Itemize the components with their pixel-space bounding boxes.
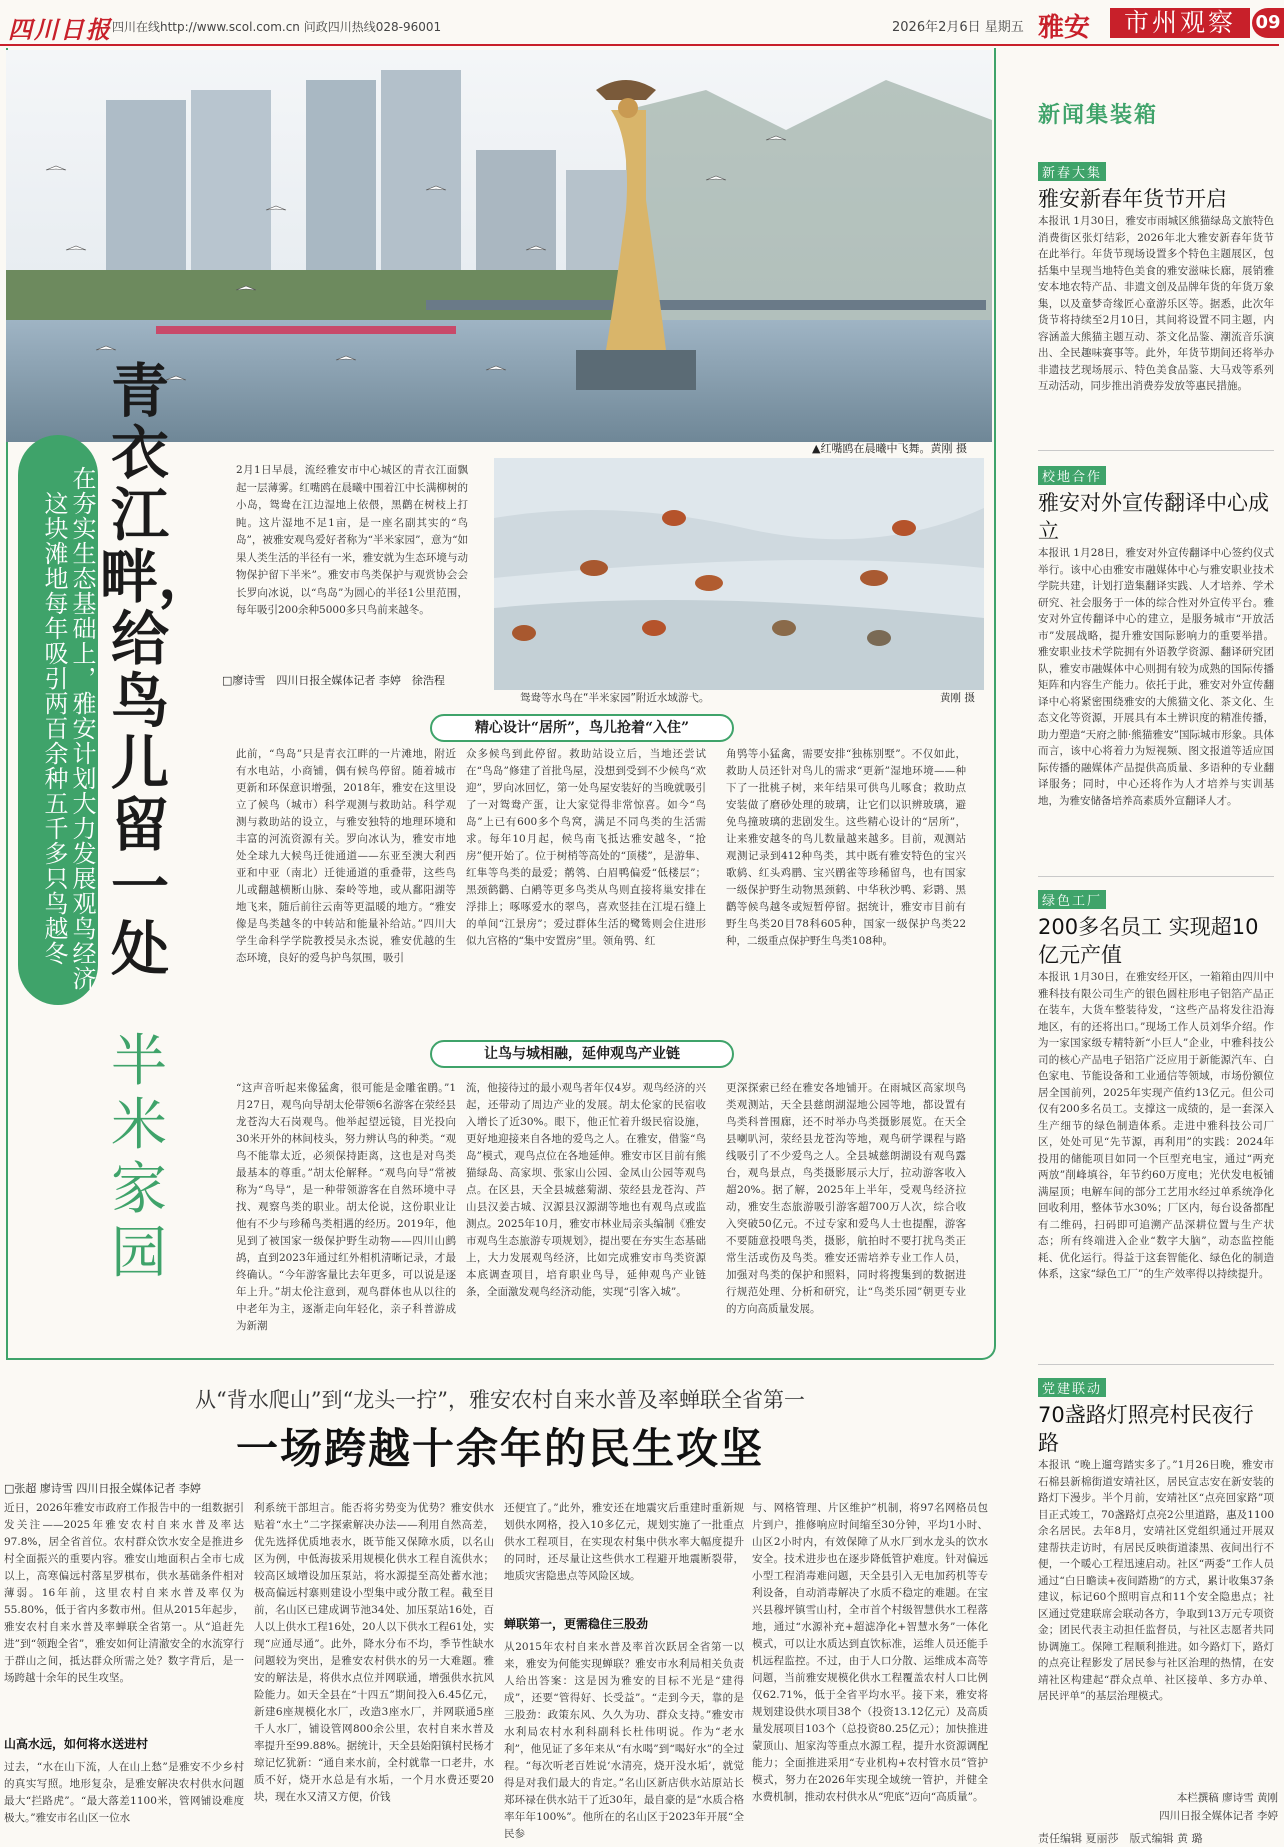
bottom-col-3 xyxy=(504,1500,744,1840)
news-item-1-title: 雅安新春年货节开启 xyxy=(1038,187,1227,211)
bird-photo xyxy=(494,458,984,690)
divider xyxy=(1038,876,1274,877)
news-item-2-body: 本报讯 1月28日，雅安对外宣传翻译中心签约仪式举行。该中心由雅安市融媒体中心与雅安职业技术学院共建，计划打造集翻译实践、人才培养、学术研究、社会服务于一体的综合性对外宣传平台。雅安对外宣传翻译中心的建立，是服务城市“开放活市”发展战略，提升雅安国际影响力的重要举措。雅安职业技术学院拥有外语教学资源、翻译研究团队，雅安市融媒体中心则拥有较为成熟的国际传播矩阵和内容生产能力。依托于此，雅安对外宣传翻译中心将紧密围绕雅安的大熊猫文化、茶文化、生态文化等资源，开展具有本土辨识度的精准传播，助力塑造“天府之肺·熊猫雅安”国际城市形象。具体而言，该中心将着力为短视频、图文报道等适应国际传播的融媒体产品提供高质量、多语种的专业翻译服务；同时，中心还将作为人才培养与实训基地，为雅安储备培养高素质外宣翻译人才。 xyxy=(1038,547,1274,807)
news-item-1 xyxy=(1038,162,1274,413)
bottom-col-4: 与、网格管理、片区维护”机制，将97名网格员包片到户，推修响应时间缩至30分钟，平均1小时、山区2小时内，有效保障了从水厂到水龙头的饮水安全。技术进步也在逐步降低管护难度。针对偏远小型工程消毒难问题，天全县引入无电加药机等专利设备，自动消毒解决了水质不稳定的难题。在宝兴县穆坪镇雪山村，全市首个村级智慧供水工程落地，通过“水源补充+超滤净化+智慧水务”一体化模式，可以让水质达到直饮标准，运维人员还能手机远程监控。不过，由于人口分散、运维成本高等问题，当前雅安规模化供水工程覆盖农村人口比例仅62.71%，低于全省平均水平。接下来，雅安将规划建设供水项目38个（投资13.12亿元）及高质量发展项目103个（总投资80.25亿元）；加快推进蒙顶山、旭家沟等重点水源工程，提升水资源调配能力；全面推进采用“专业机构+农村管水员”管护模式，努力在2026年实现全域统一管护，并健全水费机制，推动农村供水从“兜底”迈向“高质量”。 xyxy=(752,1502,988,1803)
bird-caption: 鸳鸯等水鸟在“半米家园”附近水域游弋。 xyxy=(520,692,710,704)
s1-col1: 此前，“鸟岛”只是青衣江畔的一片滩地，附近有水电站，小商铺，偶有候鸟停留。随着城市更新和环保意识增强，2018年，雅安在这里设立了候鸟（城市）科学观测与救助站。科学观测与救助站的设立，与雅安独特的地理环境和丰富的河流资源有关。罗向冰认为，雅安市地处全球九大候鸟迁徙通道——东亚至澳大利西亚和中亚（南北）迁徙通道的重叠带，这些鸟儿或翻越横断山脉、秦岭等地，或从鄱阳湖等地飞来，随后前往云南等更温暖的地方。“雅安像是鸟类越冬的中转站和能量补给站。”四川大学生命科学学院教授吴永杰说，雅安优越的生态环境，良好的爱鸟护鸟氛围，吸引 xyxy=(236,748,456,964)
divider xyxy=(1038,450,1274,451)
bird-credit: 黄刚 摄 xyxy=(940,692,975,704)
news-item-2-tag: 校地合作 xyxy=(1038,466,1106,485)
bottom-subhead-2: 蝉联第一，更需稳住三股劲 xyxy=(504,1617,649,1631)
bottom-subtitle: 从“背水爬山”到“龙头一拧”，雅安农村自来水普及率蝉联全省第一 xyxy=(195,1388,805,1412)
newspaper-logo: 四川日报 xyxy=(8,15,112,44)
news-item-1-body: 本报讯 1月30日，雅安市雨城区熊猫绿岛文旅特色消费街区张灯结彩，2026年北大雅安新春年货节在此举行。年货节现场设置多个特色主题展区，包括集中呈现当地特色美食的雅安滋味长廊，展销雅安本地农特产品、非遗文创及品牌年货的年货万象集，以及童梦奇缘匠心童游乐区等。据悉，此次年货节将持续至2月10日，其间将设置不同主题，内容涵盖大熊猫主题互动、茶文化品鉴、潮流音乐演出、全民趣味赛事等。此外，年货节期间还将举办非遗技艺现场展示、特色美食品鉴、大马戏等系列互动活动，同步推出消费券发放等惠民措施。 xyxy=(1038,215,1274,392)
lead-paragraph: 2月1日早晨，流经雅安市中心城区的青衣江面飘起一层薄雾。红嘴鸥在晨曦中围着江中长满柳树的小岛，鸳鸯在江边湿地上依偎，黑鹳在树枝上打盹。这片湿地不足1亩，是一座名副其实的“鸟岛”，被雅安观鸟爱好者称为“半米家园”，意为“如果人类生活的半径有一米，雅安就为生态环境与动物保护留下半米”。雅安市鸟类保护与观赏协会会长罗向冰说，以“鸟岛”为圆心的半径1公里范围，每年吸引200余种5000多只鸟前来越冬。 xyxy=(236,464,468,616)
column-credit-2: 四川日报全媒体记者 李婷 xyxy=(1159,1810,1278,1822)
column-credit: 本栏撰稿 廖诗雪 黄刚 xyxy=(1176,1792,1278,1804)
s2-col2: 流，他接待过的最小观鸟者年仅4岁。观鸟经济的兴起，还带动了周边产业的发展。胡太伦家的民宿收入增长了近30%。眼下，他正忙着升级民宿设施，更好地迎接来自各地的爱鸟之人。在雅安，借鉴“鸟岛”模式，观鸟点位在各地延伸。雅安市区目前有熊猫绿岛、高家坝、张家山公园、金凤山公园等观鸟点。在区县，天全县城慈菊湖、荥经县龙苍沟、芦山县汉姜古城、汉源县汉源湖等地也有观鸟点或监测点。2025年10月，雅安市林业局亲头编制《雅安市观鸟生态旅游专项规划》，提出要在夯实生态基础上，大力发展观鸟经济，比如完成雅安市鸟类资源本底调查项目，培育职业鸟导，延伸观鸟产业链条，全面激发观鸟经济动能，实现“引客入城”。 xyxy=(466,1082,706,1298)
bottom-col-1 xyxy=(4,1500,244,1829)
bottom-col-1-text: 近日，2026年雅安市政府工作报告中的一组数据引发关注——2025年雅安农村自来水普及率达97.8%，居全省首位。农村群众饮水安全是推进乡村全面振兴的重要内容。雅安山地面积占全市七成以上，高寒偏远村落星罗棋布，供水基础条件相对薄弱。16年前，这里农村自来水普及率仅为55.80%，低于省内多数市州。但从2015年起步，雅安农村自来水普及率蝉联全省第一。从“追赶先进”到“领跑全省”，雅安如何让清澈安全的水流穿行于群山之间，抵达群众所需之处？数字背后，是一场跨越十余年的民生攻坚。 xyxy=(4,1502,244,1684)
header-city: 雅安 xyxy=(1038,13,1091,43)
main-title-accent-text: 半米家园 xyxy=(111,1029,167,1286)
section-heading-1: 精心设计“居所”，鸟儿抢着“入住” xyxy=(430,714,734,742)
bottom-byline: □张超 廖诗雪 四川日报全媒体记者 李婷 xyxy=(4,1482,201,1495)
main-title xyxy=(100,357,217,983)
news-item-2 xyxy=(1038,466,1274,935)
news-item-2-title: 雅安对外宣传翻译中心成立 xyxy=(1038,491,1269,543)
bottom-col-3b-text: 从2015年农村自来水普及率首次跃居全省第一以来，雅安为何能实现蝉联？雅安市水利局相关负责人给出答案：这是因为雅安的目标不光是“建得成”，还要“管得好、长受益”。“走到今天，靠的是三股劲：政策东风、久久为功、群众支持。”雅安市水利局农村水利科副科长杜伟明说。作为“老水利”，他见证了多年来从“有水喝”到“喝好水”的全过程。“每次听老百姓说‘水清亮，烧开没水垢’，就觉得是对我们最大的肯定。”名山区新店供水站原站长郑环禄在供水站干了近30年，最自豪的是“水质合格率年年100%”。他所在的名山区于2023年开展“全民参 xyxy=(504,1641,744,1840)
section-heading-2: 让鸟与城相融，延伸观鸟产业链 xyxy=(430,1040,734,1068)
divider xyxy=(1038,1364,1274,1365)
news-item-4-title: 70盏路灯照亮村民夜行路 xyxy=(1038,1403,1254,1455)
page-footer: 责任编辑 夏丽莎 版式编辑 黄 璐 xyxy=(1038,1832,1203,1845)
section-label: 市州观察 xyxy=(1110,8,1250,38)
bottom-col-3-text: 还便宜了。”此外，雅安还在地震灾后重建时重新规划供水网格，投入10多亿元，规划实施了一批重点供水工程项目，在实现农村集中供水率大幅度提升的同时，还尽量让这些供水工程避开地震断裂带，地质灾害隐患点等风险区域。 xyxy=(504,1502,744,1582)
s1-col3: 角鸮等小猛禽，需要安排“独栋别墅”。不仅如此，救助人员还针对鸟儿的需求“更新”湿地环境——种下了一批桃子树，来年结果可供鸟儿啄食；救助点安装做了磨砂处理的玻璃，让它们以识辨玻璃，避免鸟撞玻璃的悲剧发生。这些精心设计的“居所”，让来雅安越冬的鸟儿数量越来越多。目前，观测站观测记录到412种鸟类，其中既有雅安特色的宝兴歌鸫、红头鸡鹛、宝兴鹛雀等珍稀留鸟，也有国家一级保护野生动物黑颈鹤、中华秋沙鸭、彩鹮、黑鹳等候鸟越冬或短暂停留。据统计，雅安市目前有野生鸟类20目78科605种，国家一级保护鸟类22种，二级重点保护野生鸟类108种。 xyxy=(726,748,966,947)
s1-col2: 众多候鸟到此停留。救助站设立后，当地还尝试在“鸟岛”修建了首批鸟屋，没想到受到不少候鸟“欢迎”，罗向冰回忆，第一处鸟屋安装好的当晚就吸引了一对鸳鸯产蛋，让大家觉得非常惊喜。如今“鸟岛”上已有600多个鸟窝，满足不同鸟类的生活需求。每年10月起，候鸟南飞抵达雅安越冬，“抢房”便开始了。位于树梢等高处的“顶楼”，是游隼、红隼等鸟类的最爱；鹡鸰、白眉鸭偏爱“低楼层”；黑颈鹤鹳、白鹇等更多鸟类从鸟则直接将巢安排在浮排上；啄啄爱水的翠鸟，喜欢竖挂在江堤石缝上的单间“江景房”；爱过群体生活的鹭鸶则会住进形似九宫格的“集中安置房”里。领角鸮、红 xyxy=(466,748,706,947)
main-title-text: 青衣江畔，给鸟儿留一处 xyxy=(100,357,217,983)
masthead xyxy=(8,6,1281,44)
bottom-title: 一场跨越十余年的民生攻坚 xyxy=(235,1424,764,1473)
news-item-4-tag: 党建联动 xyxy=(1038,1378,1106,1397)
bottom-col-2: 利系统干部坦言。能否将劣势变为优势？雅安供水贴着“水土”二字探索解决办法——利用自然高差，优先选择优质地表水，既节能又保障水质，以名山区为例，中低海拔采用规模化供水工程自流供水；较高区域增设加压泵站，将水源提至高处蓄水池；极高偏远村寨则建设小型集中或分散工程。截至目前，名山区已建成调节池34处、加压泵站16处，百人以上供水工程16处，20人以下供水工程61处，实现“应通尽通”。此外，降水分布不均，季节性缺水问题较为突出，是雅安农村供水的另一大难题。雅安的解法是，将供水点位并网联通，增强供水抗风险能力。如天全县在“十四五”期间投入6.45亿元，新建6座规模化水厂，改造3座水厂，并网联通5座千人水厂，铺设管网800余公里，农村自来水普及率提升至99.88%。据统计，天全县始阳镇村民杨才琼记忆犹新：“通自来水前，全村就靠一口老井，水质不好，烧开水总是有水垢，一个月水费还要20块，现在水又清又方便，价钱 xyxy=(254,1502,494,1803)
news-item-4-body: 本报讯 “晚上遛弯踏实多了。”1月26日晚，雅安市石棉县新棉街道安靖社区，居民宣志安在新安装的路灯下漫步。半个月前，安靖社区“点亮回家路”项目正式竣工，70盏路灯点亮2公里道路，惠及1100余名居民。去年8月，安靖社区党组织通过开展双建帮扶走访时，有居民反映街道漆黑、夜间出行不便，一个暖心工程迅速启动。社区“两委”工作人员通过“白日瞻读+夜间踏勘”的方式，累计收集37条建议，标记60个照明盲点和11个安全隐患点；社区通过党建联席会联动各方，争取到13万元专项资金；团民代表主动担任监督员，与社区志愿者共同协调施工。保障工程顺利推进。如今路灯下，路灯的点亮让程影发了居民参与社区治理的热情，在安靖社区构建起“群众点单、社区接单、多方办单、居民评单”的基层治理模式。 xyxy=(1038,1459,1274,1702)
header-meta: 四川在线http://www.scol.com.cn 问政四川热线028-96001 xyxy=(112,20,442,34)
page-number: 09 xyxy=(1252,8,1284,38)
subtitle: 在夯实生态基础上，雅安计划大力发展观鸟经济 这块滩地每年吸引两百余种五千多只鸟越冬 xyxy=(40,465,96,1016)
header-rule xyxy=(0,44,1279,46)
news-item-3-tag: 绿色工厂 xyxy=(1038,890,1106,909)
s2-col1: “这声音听起来像猛禽，很可能是金雕雀鹛。”1月27日，观鸟向导胡太伦带领6名游客在荥经县龙苍沟大石岗观鸟。他举起望远镜，目光投向30米开外的林间枝头，努力辨认鸟的种类。“观鸟不能靠太近，必须保持距离，这也是对鸟类最基本的尊重。”胡太伦解释。“观鸟向导”常被称为“鸟导”，是一种带领游客在自然环境中寻找、观察鸟类的职业。胡太伦说，这份职业让他有不少与珍稀鸟类相遇的经历。2019年，他见到了被国家一级保护野生动物——四川山鹧鸪，直到2023年通过红外相机清晰记录，才最终确认。“今年游客量比去年更多，可以说是逐年上升。”胡太伦注意到，观鸟群体也从以往的中老年为主，逐渐走向年轻化，亲子科普游成为新潮 xyxy=(236,1082,456,1332)
main-title-accent xyxy=(102,1030,176,1286)
feature-byline: □廖诗雪 四川日报全媒体记者 李婷 徐浩程 xyxy=(222,674,445,687)
news-box-header: 新闻集装箱 xyxy=(1038,102,1159,128)
hero-caption: ▲红嘴鸥在晨曦中飞舞。黄刚 摄 xyxy=(812,442,967,455)
s2-col3: 更深探索已经在雅安各地铺开。在雨城区高家坝鸟类观测站，天全县慈朗湖湿地公园等地，都设置有鸟类科普围廊，还不时举办鸟类摄影展览。在天全县喇叭河，荥经县龙苍沟等地，观鸟研学课程与路线吸引了不少爱鸟之人。全县城慈朗湖设有观鸟露台，观鸟景点，鸟类摄影展示大厅，拉动游客收入超20%。据了解，2025年上半年，受观鸟经济拉动，雅安生态旅游吸引游客超700万人次，综合收入突破50亿元。不过专家和爱鸟人士也提醒，游客不要随意投喂鸟类，摄影，航拍时不要打扰鸟类正常生活或伤及鸟类。雅安还需培养专业工作人员，加强对鸟类的保护和照料，同时将搜集到的数据进行规范处理、分析和研究，让“鸟类乐园”朝更专业的方向高质量发展。 xyxy=(726,1082,966,1315)
bottom-col-1b-text: 过去，“水在山下流，人在山上愁”是雅安不少乡村的真实写照。地形复杂，是雅安解决农村供水问题最大“拦路虎”。“最大落差1100米，管网铺设难度极大。”雅安市名山区一位水 xyxy=(4,1761,244,1824)
header-date: 2026年2月6日 星期五 xyxy=(892,20,1024,35)
news-item-3-body: 本报讯 1月30日，在雅安经开区，一箱箱由四川中雅科技有限公司生产的银色圆柱形电子铝箔产品正在装车，大货车整装待发，“这些产品将发往沿海地区，有的还将出口。”现场工作人员刘华介绍。作为一家国家级专精特新“小巨人”企业，中雅科技公司的核心产品电子铝箔广泛应用于新能源汽车、白色家电、节能设备和工业通信等领域，市场份额位居全国前列，2025年实现产值约13亿元。但公司仅有200多名员工。支撑这一成绩的，是一套深入生产细节的绿色制造体系。走进中雅科技公司厂区，处处可见“先节源，再利用”的实践：2024年投用的储能项目如同一个巨型充电宝，通过“两充两放”削峰填谷，年节约60万度电；光伏发电板铺满屋顶；电解车间的部分工艺用水经过单系统净化回收利用，整体节水30%；厂区内，每台设备都配有二维码，扫码即可追溯产品深耕位置与生产状态；所有终端进入企业“数字大脑”，动态监控能耗、优化运行。得益于这套智能化、绿色化的制造体系，这家“绿色工厂”的生产效率得以持续提升。 xyxy=(1038,971,1274,1280)
news-item-1-tag: 新春大集 xyxy=(1038,162,1106,181)
news-item-3-title: 200多名员工 实现超10亿元产值 xyxy=(1038,915,1259,967)
news-item-3 xyxy=(1038,890,1274,1399)
bottom-subhead-1: 山高水远，如何将水送进村 xyxy=(4,1737,149,1751)
news-item-4 xyxy=(1038,1378,1274,1837)
